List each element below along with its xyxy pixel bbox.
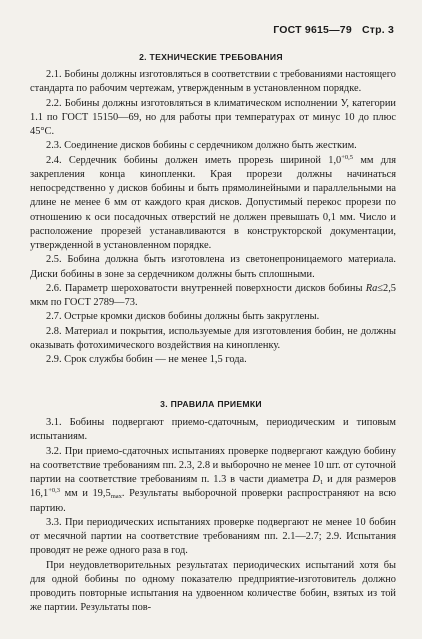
paragraph-3-1: 3.1. Бобины подвергают приемо-сдаточным, периодическим и типовым испытаниям.	[30, 417, 396, 443]
paragraph-2-5: 2.5. Бобина должна быть изготовлена из светонепроницаемого материала. Диски бобины в зоне за сердечником должны быть сплошными.	[30, 254, 396, 280]
paragraph-3-2	[30, 445, 396, 516]
paragraph-2-2: 2.2. Бобины должны изготовляться в климатическом исполнении У, категории 1.1 по ГОСТ 15150—69, но для работы при температурах от минус 10 до плюс 45°С.	[30, 97, 396, 137]
paragraph-2-6-rest: ≤2,5 мкм по ГОСТ 2789—73.	[30, 282, 396, 308]
paragraph-2-8: 2.8. Материал и покрытия, используемые для изготовления бобин, не должны оказывать фотохимического воздействия на кинопленку.	[30, 325, 396, 351]
paragraph-2-3: 2.3. Соединение дисков бобины с сердечником должно быть жестким.	[46, 140, 357, 152]
page-number: Стр. 3	[361, 24, 394, 36]
paragraph-3-2-mid2: мм и 19,5	[59, 488, 111, 500]
paragraph-2-7: 2.7. Острые кромки дисков бобины должны быть закруглены.	[46, 311, 320, 323]
tolerance-superscript: +0,5	[341, 153, 354, 161]
section-2-title: 2. ТЕХНИЧЕСКИЕ ТРЕБОВАНИЯ	[139, 52, 283, 62]
paragraph-2-9: 2.9. Срок службы бобин — не менее 1,5 года.	[46, 354, 247, 365]
paragraph-2-4-rest: мм для закрепления конца кинопленки. Края прорези должны начинаться непосредственно у дисков бобины и быть прямолинейными и параллельными на длине не менее 6 мм от каждого края дисков. Допустимый перекос прорези по отношению к оси посадочных отверстий не должен превышать 0,1 мм. Число и расположение прорезей устанавливаются в конструкторской документации, утвержденной в установленном порядке.	[30, 154, 396, 251]
paragraph-2-6	[30, 282, 396, 311]
paragraph-3-2-start: 3.2. При приемо-сдаточных испытаниях проверке подвергают каждую бобину на соответствие требованиям пп. 2.3, 2.8 и выборочно не менее 10 шт. от суточной партии на соответствие требованиям п. 1.3 в части диаметра	[30, 445, 396, 485]
paragraph-3-4: При неудовлетворительных результатах периодических испытаний хотя бы для одной бобины по одному показателю предприятие-изготовитель должно проводить повторные испытания на удвоенном количестве бобин, взятых из той же партии. Результаты пов-	[30, 559, 396, 614]
paragraph-2-4-start: 2.4. Сердечник бобины должен иметь прорезь шириной 1,0	[46, 154, 342, 166]
standard-number: ГОСТ 9615—79	[273, 24, 352, 36]
tolerance-superscript-2: +0,3	[48, 487, 60, 495]
paragraph-3-3: 3.3. При периодических испытаниях проверке подвергают не менее 10 бобин от месячной партии на соответствие требованиям пп. 2.1—2.7; 2.9. Испытания проводят не реже одного раза в год.	[30, 516, 396, 557]
roughness-symbol: Ra	[365, 282, 378, 294]
max-subscript: max	[110, 493, 122, 501]
paragraph-3-2-end: . Результаты выборочной проверки распространяют на всю партию.	[30, 488, 396, 514]
section-3-body	[30, 416, 396, 616]
diameter-symbol: D	[312, 474, 320, 485]
paragraph-3-2-mid: и для размеров 16,1	[30, 474, 396, 500]
paragraph-2-6-start: 2.6. Параметр шероховатости внутренней поверхности дисков бобины	[46, 282, 366, 294]
paragraph-2-4	[30, 154, 396, 254]
paragraph-2-1: 2.1. Бобины должны изготовляться в соответствии с требованиями настоящего стандарта по рабочим чертежам, утвержденным в установленном порядке.	[30, 69, 396, 95]
page-header	[266, 24, 394, 36]
diameter-subscript: 1	[319, 479, 324, 486]
section-2-body	[30, 68, 396, 367]
section-3-title: 3. ПРАВИЛА ПРИЕМКИ	[160, 399, 262, 409]
